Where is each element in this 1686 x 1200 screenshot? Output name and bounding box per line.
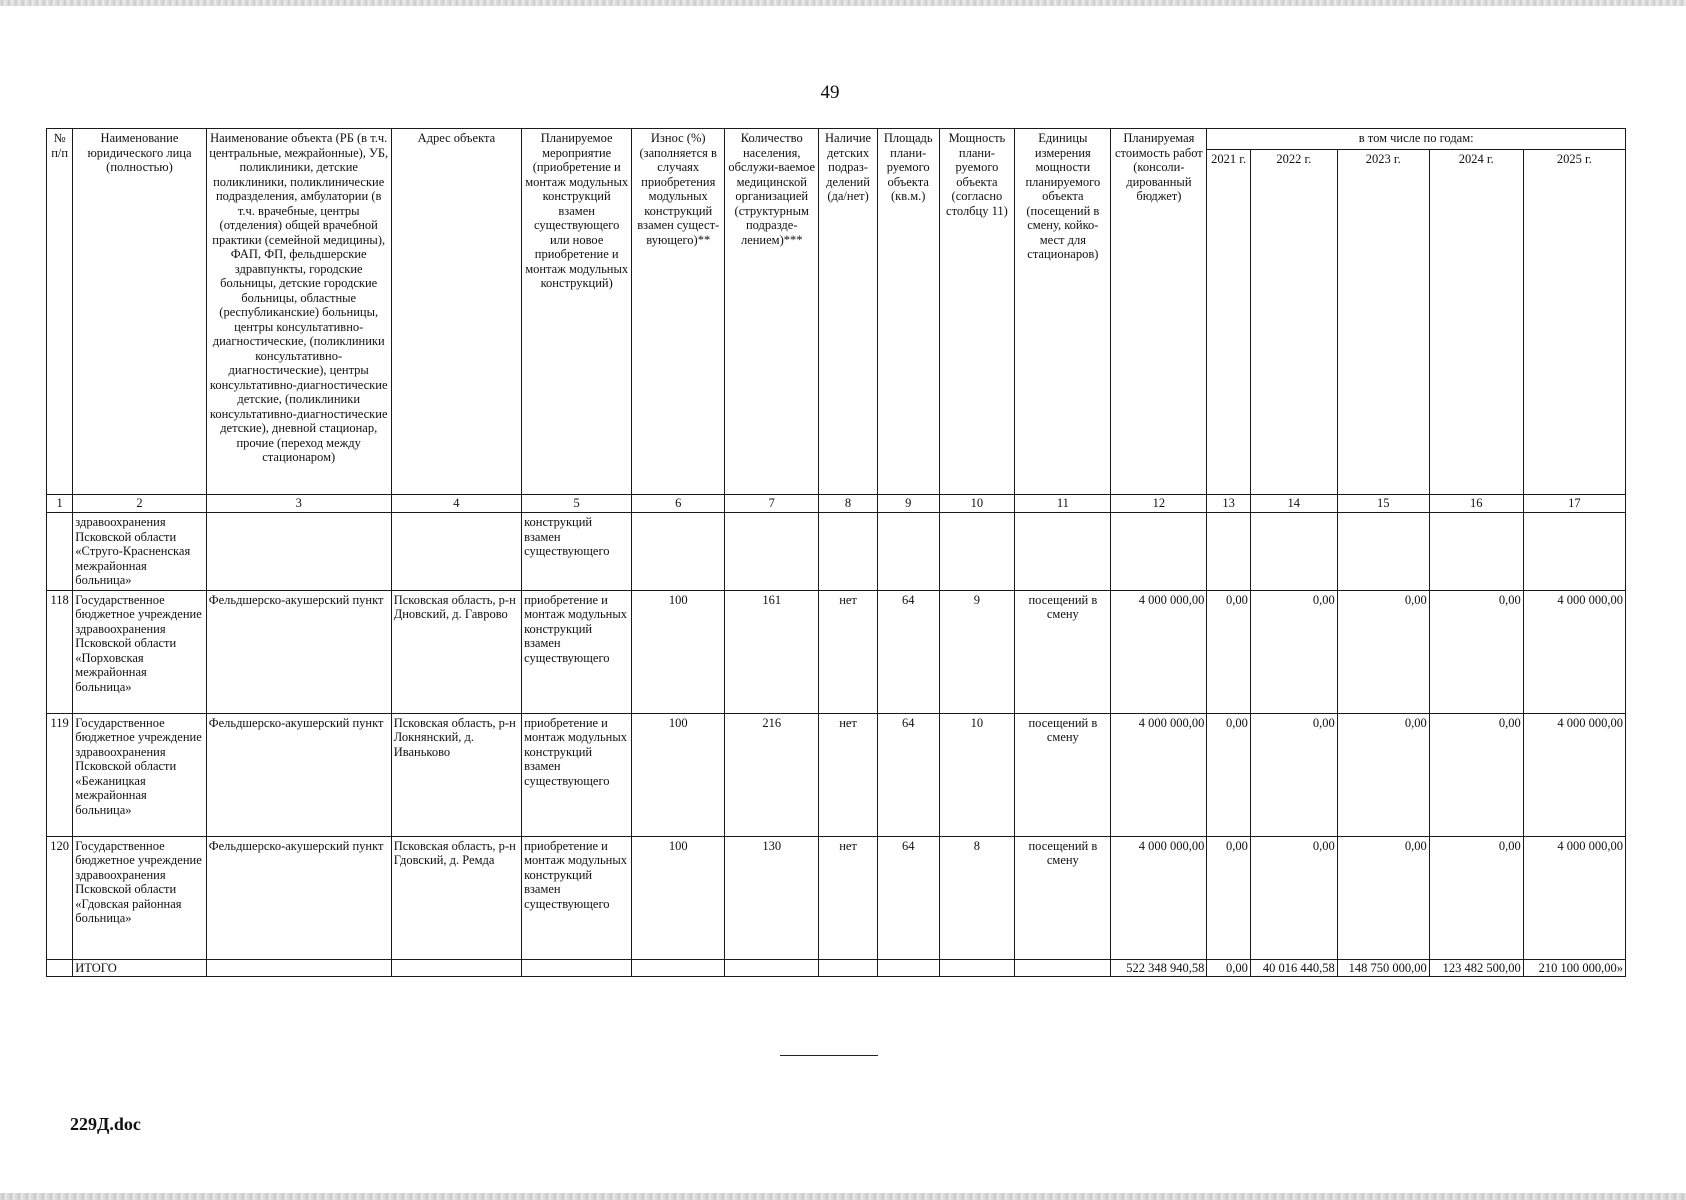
cell-2022: 0,00 — [1250, 836, 1337, 959]
cell-empty — [1429, 513, 1523, 591]
header-cost: Планируемая стоимость работ (консоли-дированный бюджет) — [1111, 129, 1207, 495]
cell-wear: 100 — [632, 590, 725, 713]
cell-org: Государственное бюджетное учреждение здравоохранения Псковской области «Порховская межрайонная больница» — [73, 590, 206, 713]
cell-empty — [1523, 513, 1625, 591]
header-year-2023: 2023 г. — [1337, 150, 1429, 495]
cell-population: 130 — [725, 836, 819, 959]
cell-2023: 0,00 — [1337, 836, 1429, 959]
table-row — [47, 836, 1626, 959]
cell-measure: конструкций взамен существующего — [522, 513, 632, 591]
cell-cost: 4 000 000,00 — [1111, 590, 1207, 713]
cell-empty — [1207, 513, 1250, 591]
cell-object: Фельдшерско-акушерский пункт — [206, 590, 391, 713]
cell-2023: 0,00 — [1337, 590, 1429, 713]
column-number: 13 — [1207, 495, 1250, 513]
header-object: Наименование объекта (РБ (в т.ч. центральные, межрайонные), УБ, поликлиники, детские поликлиники, поликлинические подразделения, амбулатории (в т.ч. врачебные, центры (отделения) общей врачебной практики (семейной медицины), ФАП, ФП, фельдшерские здравпункты, городские больницы, детские городские больницы, областные (республиканские) больницы, центры консультативно-диагностические, (поликлиники консультативно-диагностические), центры консультативно-диагностические детские, (поликлиники консультативно-диагностические детские), дневной стационар, прочие (переход между стационаром) — [206, 129, 391, 495]
cell-empty — [1015, 959, 1111, 976]
cell-measure: приобретение и монтаж модульных конструкций взамен существующего — [522, 836, 632, 959]
header-capacity: Мощность плани-руемого объекта (согласно столбцу 11) — [939, 129, 1015, 495]
cell-empty — [391, 959, 521, 976]
header-year-2024: 2024 г. — [1429, 150, 1523, 495]
column-number: 3 — [206, 495, 391, 513]
cell-2021: 0,00 — [1207, 713, 1250, 836]
cell-empty — [47, 959, 73, 976]
table-row — [47, 590, 1626, 713]
cell-unit: посещений в смену — [1015, 713, 1111, 836]
cell-empty — [391, 513, 521, 591]
column-number: 11 — [1015, 495, 1111, 513]
cell-unit: посещений в смену — [1015, 590, 1111, 713]
cell-2025: 4 000 000,00 — [1523, 590, 1625, 713]
cell-2025: 4 000 000,00 — [1523, 713, 1625, 836]
table-row — [47, 713, 1626, 836]
column-number: 10 — [939, 495, 1015, 513]
cell-num: 119 — [47, 713, 73, 836]
total-2025: 210 100 000,00» — [1523, 959, 1625, 976]
column-number: 17 — [1523, 495, 1625, 513]
cell-address: Псковская область, р-н Гдовский, д. Ремда — [391, 836, 521, 959]
cell-num: 118 — [47, 590, 73, 713]
cell-org: здравоохранения Псковской области «Струго-Красненская межрайонная больница» — [73, 513, 206, 591]
cell-org: Государственное бюджетное учреждение здравоохранения Псковской области «Гдовская районная больница» — [73, 836, 206, 959]
cell-area: 64 — [877, 590, 939, 713]
cell-children: нет — [819, 590, 878, 713]
column-number: 16 — [1429, 495, 1523, 513]
cell-empty — [1250, 513, 1337, 591]
table-row-continuation — [47, 513, 1626, 591]
cell-wear: 100 — [632, 836, 725, 959]
column-number: 8 — [819, 495, 878, 513]
cell-empty — [939, 959, 1015, 976]
header-num: № п/п — [47, 129, 73, 495]
cell-num: 120 — [47, 836, 73, 959]
cell-measure: приобретение и монтаж модульных конструкций взамен существующего — [522, 713, 632, 836]
cell-children: нет — [819, 836, 878, 959]
cell-org: Государственное бюджетное учреждение здравоохранения Псковской области «Бежаницкая межрайонная больница» — [73, 713, 206, 836]
header-address: Адрес объекта — [391, 129, 521, 495]
header-population: Количество населения, обслужи-ваемое медицинской организацией (структурным подразде-лением)*** — [725, 129, 819, 495]
cell-2024: 0,00 — [1429, 836, 1523, 959]
cell-address: Псковская область, р-н Локнянский, д. Иваньково — [391, 713, 521, 836]
cell-empty — [819, 959, 878, 976]
cell-empty — [1111, 513, 1207, 591]
column-number: 6 — [632, 495, 725, 513]
page-number: 49 — [820, 82, 840, 103]
header-year-2022: 2022 г. — [1250, 150, 1337, 495]
cell-2024: 0,00 — [1429, 713, 1523, 836]
total-2023: 148 750 000,00 — [1337, 959, 1429, 976]
column-number-row — [47, 495, 1626, 513]
cell-population: 161 — [725, 590, 819, 713]
column-number: 5 — [522, 495, 632, 513]
cell-area: 64 — [877, 836, 939, 959]
total-2022: 40 016 440,58 — [1250, 959, 1337, 976]
cell-wear: 100 — [632, 713, 725, 836]
cell-object: Фельдшерско-акушерский пункт — [206, 713, 391, 836]
header-years-group: в том числе по годам: — [1207, 129, 1626, 150]
column-number: 4 — [391, 495, 521, 513]
cell-capacity: 10 — [939, 713, 1015, 836]
cell-2023: 0,00 — [1337, 713, 1429, 836]
cell-2022: 0,00 — [1250, 590, 1337, 713]
cell-empty — [632, 959, 725, 976]
cell-empty — [522, 959, 632, 976]
header-year-2021: 2021 г. — [1207, 150, 1250, 495]
cell-empty — [632, 513, 725, 591]
total-cost: 522 348 940,58 — [1111, 959, 1207, 976]
cell-cost: 4 000 000,00 — [1111, 836, 1207, 959]
cell-address: Псковская область, р-н Дновский, д. Гаврово — [391, 590, 521, 713]
scan-edge-bottom — [0, 1193, 1686, 1200]
cell-2025: 4 000 000,00 — [1523, 836, 1625, 959]
cell-measure: приобретение и монтаж модульных конструкций взамен существующего — [522, 590, 632, 713]
footer-divider — [780, 1055, 878, 1056]
cell-empty — [877, 513, 939, 591]
header-measure: Планируемое мероприятие (приобретение и монтаж модульных конструкций взамен существующего или новое приобретение и монтаж модульных конструкций) — [522, 129, 632, 495]
cell-children: нет — [819, 713, 878, 836]
column-number: 2 — [73, 495, 206, 513]
column-number: 1 — [47, 495, 73, 513]
cell-unit: посещений в смену — [1015, 836, 1111, 959]
scan-edge-top — [0, 0, 1686, 6]
cell-empty — [1337, 513, 1429, 591]
cell-empty — [206, 959, 391, 976]
column-number: 12 — [1111, 495, 1207, 513]
column-number: 9 — [877, 495, 939, 513]
footer-doc-name: 229Д.doc — [70, 1114, 141, 1134]
cell-empty — [725, 959, 819, 976]
plan-table — [46, 128, 1626, 977]
cell-empty — [725, 513, 819, 591]
header-org: Наименование юридического лица (полностью) — [73, 129, 206, 495]
cell-capacity: 9 — [939, 590, 1015, 713]
header-wear: Износ (%) (заполняется в случаях приобретения модульных конструкций взамен сущест-вующего)** — [632, 129, 725, 495]
cell-population: 216 — [725, 713, 819, 836]
cell-area: 64 — [877, 713, 939, 836]
cell-empty — [939, 513, 1015, 591]
cell-2021: 0,00 — [1207, 836, 1250, 959]
total-2021: 0,00 — [1207, 959, 1250, 976]
total-row — [47, 959, 1626, 976]
column-number: 7 — [725, 495, 819, 513]
cell-empty — [877, 959, 939, 976]
header-children: Наличие детских подраз-делений (да/нет) — [819, 129, 878, 495]
column-number: 14 — [1250, 495, 1337, 513]
total-label: ИТОГО — [73, 959, 206, 976]
cell-empty — [1015, 513, 1111, 591]
cell-empty — [206, 513, 391, 591]
cell-object: Фельдшерско-акушерский пункт — [206, 836, 391, 959]
cell-2024: 0,00 — [1429, 590, 1523, 713]
header-year-2025: 2025 г. — [1523, 150, 1625, 495]
total-2024: 123 482 500,00 — [1429, 959, 1523, 976]
cell-2021: 0,00 — [1207, 590, 1250, 713]
cell-empty — [819, 513, 878, 591]
cell-2022: 0,00 — [1250, 713, 1337, 836]
column-number: 15 — [1337, 495, 1429, 513]
cell-empty — [47, 513, 73, 591]
cell-cost: 4 000 000,00 — [1111, 713, 1207, 836]
cell-capacity: 8 — [939, 836, 1015, 959]
header-unit: Единицы измерения мощности планируемого объекта (посещений в смену, койко-мест для стационаров) — [1015, 129, 1111, 495]
header-area: Площадь плани-руемого объекта (кв.м.) — [877, 129, 939, 495]
